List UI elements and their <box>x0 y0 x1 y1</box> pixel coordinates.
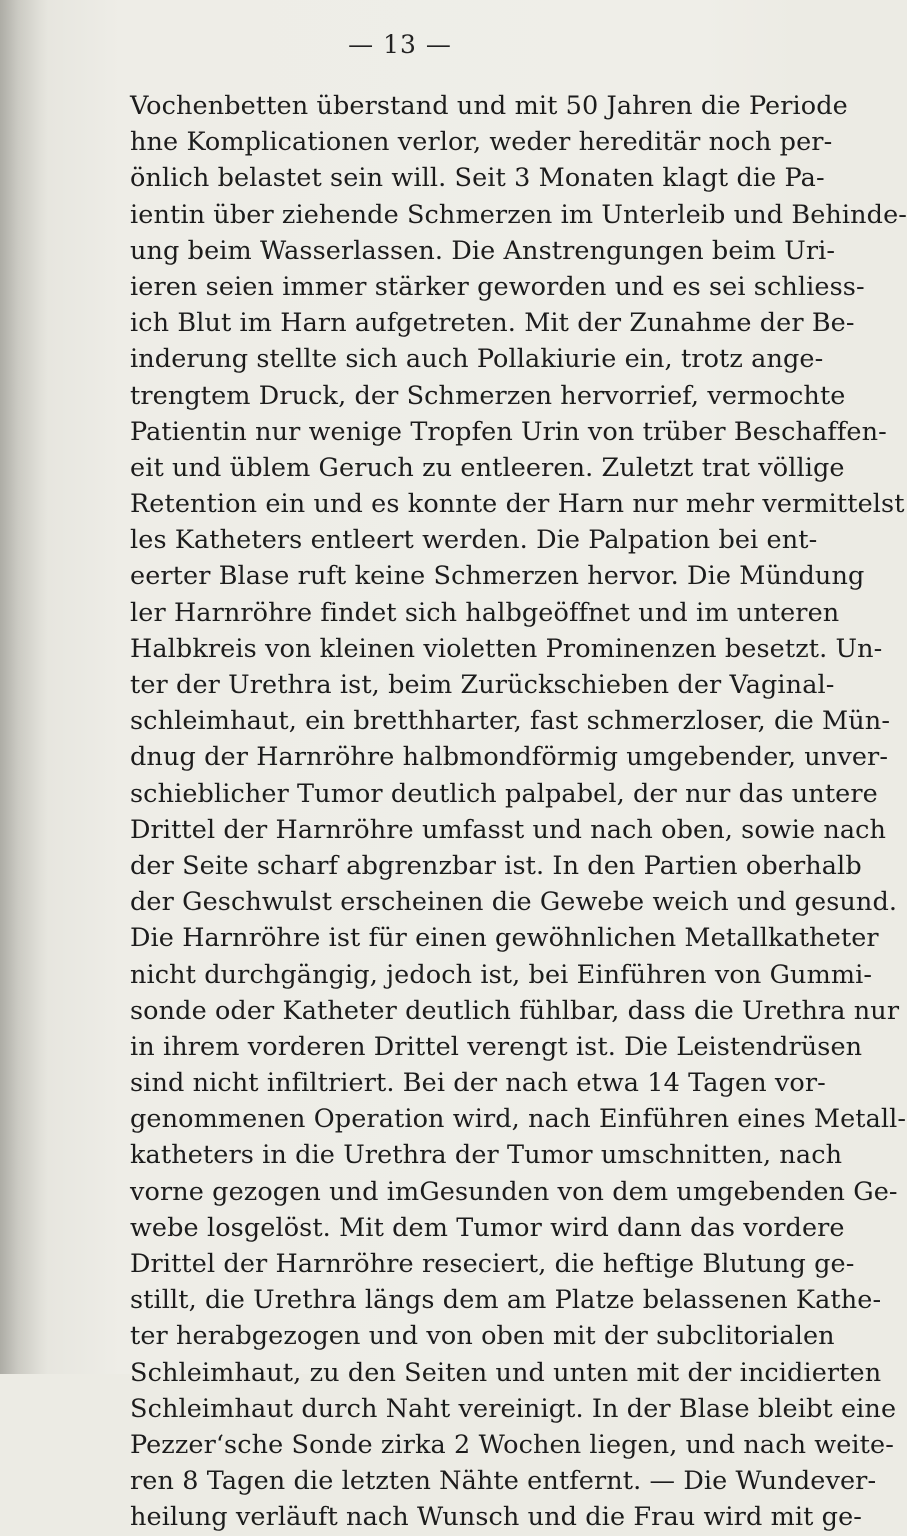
text-line: ientin über ziehende Schmerzen im Unterleib und Behinde- <box>130 199 907 230</box>
page-number: — 13 — <box>348 30 452 59</box>
text-line: trengtem Druck, der Schmerzen hervorrief, vermochte <box>130 380 846 411</box>
text-line: ter der Urethra ist, beim Zurückschieben der Vaginal- <box>130 670 835 700</box>
text-line: genommenen Operation wird, nach Einführen eines Metall- <box>130 1104 907 1135</box>
text-line: Drittel der Harnröhre reseciert, die heftige Blutung ge- <box>130 1249 855 1279</box>
text-line: katheters in die Urethra der Tumor umschnitten, nach <box>130 1140 843 1171</box>
text-line: Halbkreis von kleinen violetten Prominenzen besetzt. Un- <box>130 633 883 664</box>
text-line: nicht durchgängig, jedoch ist, bei Einführen von Gummi- <box>130 959 873 990</box>
text-line: eit und üblem Geruch zu entleeren. Zuletzt trat völlige <box>130 452 845 483</box>
text-line: der Geschwulst erscheinen die Gewebe weich und gesund. <box>130 887 898 918</box>
text-line: stillt, die Urethra längs dem am Platze belassenen Kathe- <box>130 1285 882 1316</box>
text-line: sind nicht infiltriert. Bei der nach etwa 14 Tagen vor- <box>130 1068 826 1099</box>
text-line: Drittel der Harnröhre umfasst und nach oben, sowie nach <box>130 814 887 845</box>
text-line: Retention ein und es konnte der Harn nur mehr vermittelst <box>130 489 905 520</box>
text-line: les Katheters entleert werden. Die Palpation bei ent- <box>130 525 818 556</box>
text-line: Die Harnröhre ist für einen gewöhnlichen Metallkatheter <box>130 923 879 954</box>
text-line: sonde oder Katheter deutlich fühlbar, dass die Urethra nur <box>130 995 900 1026</box>
text-line: önlich belastet sein will. Seit 3 Monaten klagt die Pa- <box>130 163 825 194</box>
text-line: inderung stellte sich auch Pollakiurie ein, trotz ange- <box>130 344 824 375</box>
text-line: ung beim Wasserlassen. Die Anstrengungen beim Uri- <box>130 235 836 266</box>
binding-gutter-shadow <box>0 0 48 1374</box>
text-line: vorne gezogen und imGesunden von dem umgebenden Ge- <box>130 1176 898 1207</box>
text-line: in ihrem vorderen Drittel verengt ist. Die Leistendrüsen <box>130 1031 863 1062</box>
text-line: der Seite scharf abgrenzbar ist. In den Partien oberhalb <box>130 850 862 881</box>
text-line: heilung verläuft nach Wunsch und die Frau wird mit ge- <box>130 1502 863 1533</box>
text-line: schieblicher Tumor deutlich palpabel, der nur das untere <box>130 778 878 809</box>
text-line: schleimhaut, ein bretthharter, fast schmerzloser, die Mün- <box>130 706 891 737</box>
text-line: dnug der Harnröhre halbmondförmig umgebender, unver- <box>130 742 889 773</box>
text-line: ler Harnröhre findet sich halbgeöffnet und im unteren <box>130 597 840 628</box>
text-line: ter herabgezogen und von oben mit der subclitorialen <box>130 1321 835 1352</box>
text-line: Vochenbetten überstand und mit 50 Jahren die Periode <box>130 91 848 121</box>
text-line: Schleimhaut, zu den Seiten und unten mit der incidierten <box>130 1357 882 1388</box>
text-line: Patientin nur wenige Tropfen Urin von trüber Beschaffen- <box>130 416 887 447</box>
body-text <box>130 88 907 1536</box>
text-line: Schleimhaut durch Naht vereinigt. In der Blase bleibt eine <box>130 1393 897 1424</box>
text-line: ieren seien immer stärker geworden und es sei schliess- <box>130 271 865 302</box>
text-line: ren 8 Tagen die letzten Nähte entfernt. — Die Wundever- <box>130 1466 877 1497</box>
text-line: ich Blut im Harn aufgetreten. Mit der Zunahme der Be- <box>130 308 855 339</box>
text-line: Pezzer‘sche Sonde zirka 2 Wochen liegen, und nach weite- <box>130 1429 894 1460</box>
text-line: hne Komplicationen verlor, weder hereditär noch per- <box>130 127 833 158</box>
text-line: eerter Blase ruft keine Schmerzen hervor. Die Mündung <box>130 561 865 592</box>
text-line: webe losgelöst. Mit dem Tumor wird dann das vordere <box>130 1212 845 1243</box>
